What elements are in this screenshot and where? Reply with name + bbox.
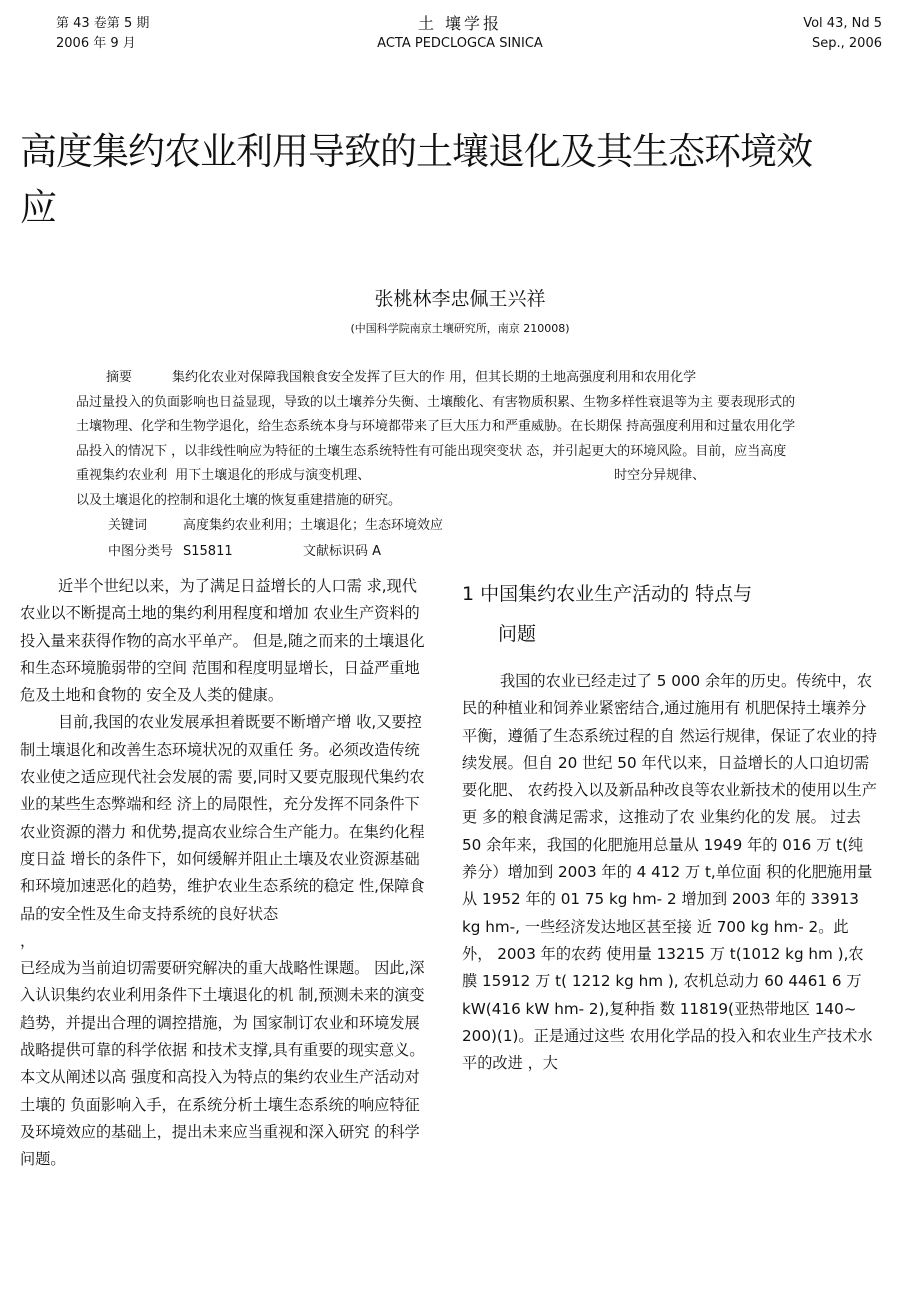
- article-title-line2: 应: [20, 186, 56, 229]
- affiliation: (中国科学院南京土壤研究所，南京 210008): [350, 322, 570, 335]
- journal-name-cn: 土 壤学报: [417, 14, 503, 33]
- classification-label: 中图分类号: [108, 544, 174, 559]
- abstract-line: 土壤物理、化学和生物学退化，给生态系统本身与环境都带来了巨大压力和严重威胁。在长期保 持高强度利用和过量农用化学: [76, 419, 796, 434]
- keywords: [76, 513, 872, 539]
- stray-comma: ，: [20, 931, 36, 950]
- article-title: [20, 124, 880, 236]
- document-code: 文献标识码 A: [303, 544, 382, 559]
- abstract-label: 摘要: [106, 370, 133, 385]
- keywords-value: 高度集约农业利用；土壤退化；生态环境效应: [183, 518, 444, 533]
- volume-issue: 第 43 卷第 5 期: [56, 16, 150, 31]
- publication-date-en: Sep., 2006: [812, 36, 882, 51]
- body-paragraph: 目前,我国的农业发展承担着既要不断增产增 收,又要控制土壤退化和改善生态环境状况的双重任 务。必须改造传统农业使之适应现代社会发展的需 要,同时又要克服现代集约农业的某些生态弊端和经 济上的局限性，充分发挥不同条件下农业资源的潜力 和优势,提高农业综合生产能力。在集约化程度日益 增长的条件下，如何缓解并阻止土壤及农业资源基础 和环境加速恶化的趋势，维护农业生态系统的稳定 性,保障食品的安全性及生命支持系统的良好状态: [20, 713, 425, 923]
- body-paragraph: 近半个世纪以来，为了满足日益增长的人口需 求,现代农业以不断提高土地的集约利用程度和增加 农业生产资料的投入量来获得作物的高水平单产。 但是,随之而来的土壤退化和生态环境脆弱带的空间 范围和程度明显增长，日益严重地危及土地和食物的 安全及人类的健康。: [20, 577, 425, 705]
- authors: 张桃林李忠佩王兴祥: [374, 288, 546, 310]
- body-right-column: [462, 668, 877, 1077]
- body-left-column: [20, 573, 432, 1174]
- journal-name: [0, 14, 920, 54]
- journal-name-en: ACTA PEDCLOGCA SINICA: [377, 36, 543, 51]
- body-paragraph: 我国的农业已经走过了 5 000 余年的历史。传统中，农民的种植业和饲养业紧密结合,通过施用有 机肥保持土壤养分平衡，遵循了生态系统过程的自 然运行规律，保证了农业的持续发展。但自 20 世纪 50 年代以来，日益增长的人口迫切需要化肥、 农药投入以及新品种改良等农业新技术的使用以生产更 多的粮食满足需求，这推动了农 业集约化的发 展。 过去 50 余年来，我国的化肥施用总量从 1949 年的 016 万 t(纯养分）增加到 2003 年的 4 412 万 t,单位面 积的化肥施用量从 1952 年的 01 75 kg hm- 2 增加到 2003 年的 33913 kg hm-, 一些经济发达地区甚至接 近 700 kg hm- 2。此外， 2003 年的农药 使用量 13215 万 t(1012 kg hm ),农膜 15912 万 t( 1212 kg hm ), 农机总动力 60 4461 6 万 kW(416 kW hm- 2),复种指 数 11819(亚热带地区 140~ 200)(1)。正是通过这些 农用化学品的投入和农业生产技术水平的改进 ，大: [462, 672, 877, 1073]
- abstract: [76, 366, 872, 565]
- section-heading-line1: 1 中国集约农业生产活动的 特点与: [462, 583, 753, 605]
- abstract-line: 以及土壤退化的控制和退化土壤的恢复重建措施的研究。: [76, 492, 402, 508]
- publication-date: 2006 年 9 月: [56, 36, 136, 51]
- classification-code: S15811: [183, 544, 233, 559]
- classification: [76, 539, 872, 565]
- abstract-line: 集约化农业对保障我国粮食安全发挥了巨大的作 用，但其长期的土地高强度利用和农用化学: [172, 370, 697, 385]
- abstract-line: 品过量投入的负面影响也日益显现，导致的以土壤养分失衡、土壤酸化、有害物质积累、生物多样性衰退等为主 要表现形式的: [76, 394, 796, 410]
- abstract-line: 品投入的情况下 ，以非线性响应为特征的土壤生态系统特性有可能出现突变状 态，并引起更大的环境风险。目前，应当高度: [76, 443, 787, 459]
- article-title-line1: 高度集约农业利用导致的土壤退化及其生态环境效: [20, 130, 812, 173]
- body-paragraph: 已经成为当前迫切需要研究解决的重大战略性课题。 因此,深入认识集约农业利用条件下土壤退化的机 制,预测未来的演变趋势，并提出合理的调控措施，为 国家制订农业和环境发展战略提供可靠的科学依据 和技术支撑,具有重要的现实意义。本文从阐述以高 强度和高投入为特点的集约农业生产活动对土壤的 负面影响入手，在系统分析土壤生态系统的响应特征 及环境效应的基础上，提出未来应当重视和深入研究 的科学问题。: [20, 959, 425, 1169]
- volume-issue-en: Vol 43, Nd 5: [803, 16, 882, 31]
- issue-info-en: [803, 14, 882, 54]
- abstract-line: 重视集约农业利 用下土壤退化的形成与演变机理、 时空分异规律、: [76, 468, 706, 483]
- keywords-label: 关键词: [108, 518, 148, 533]
- section-heading-line2: 问题: [498, 623, 537, 645]
- section-heading: [462, 574, 882, 654]
